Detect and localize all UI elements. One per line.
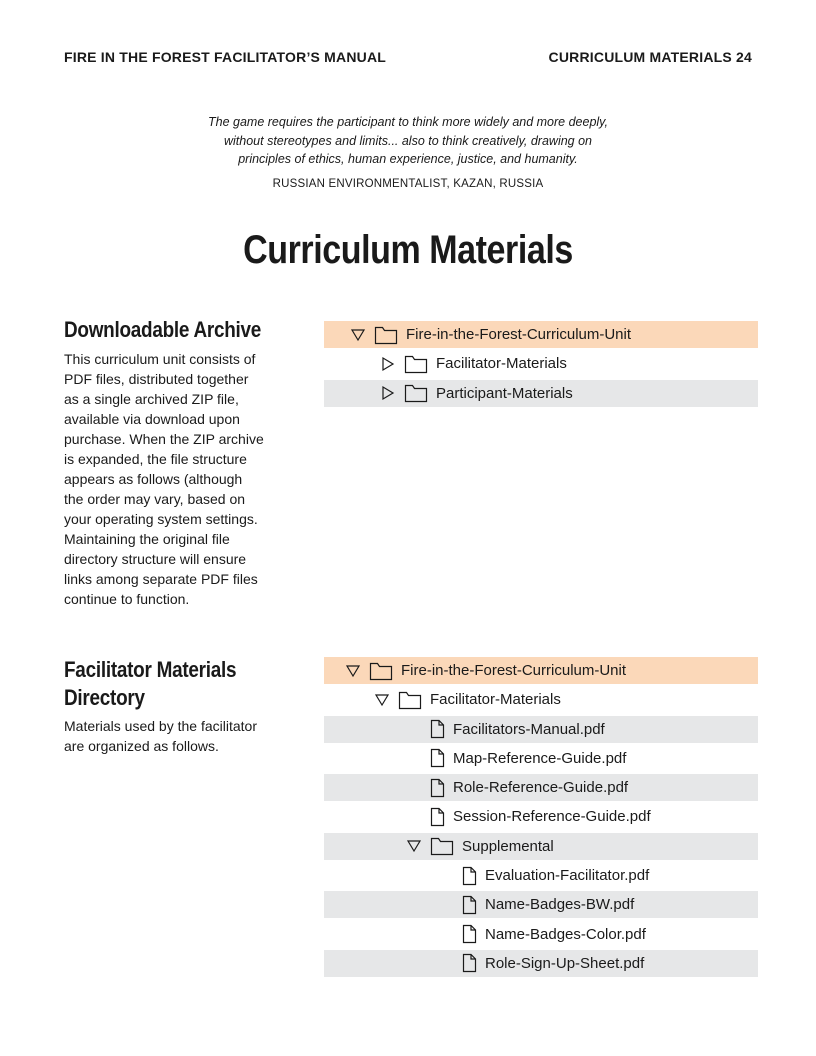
tree-item-label: Participant-Materials xyxy=(436,384,573,402)
body-line: directory structure will ensure xyxy=(64,551,247,567)
folder-icon xyxy=(404,354,428,374)
tree-item-label: Supplemental xyxy=(462,837,554,855)
body-line: as a single archived ZIP file, xyxy=(64,391,239,407)
body-line: This curriculum unit consists of xyxy=(64,351,256,367)
body-line: PDF files, distributed together xyxy=(64,371,249,387)
folder-icon xyxy=(374,325,398,345)
tree-item-label: Session-Reference-Guide.pdf xyxy=(453,808,651,826)
tree-item-label: Fire-in-the-Forest-Curriculum-Unit xyxy=(406,326,632,343)
tree-item-label: Evaluation-Facilitator.pdf xyxy=(485,867,650,885)
folder-row[interactable] xyxy=(324,380,758,407)
running-header-title: FIRE IN THE FOREST FACILITATOR’S MANUAL xyxy=(64,49,387,65)
file-icon xyxy=(430,719,445,739)
file-row[interactable] xyxy=(324,891,758,918)
folder-row[interactable] xyxy=(324,350,758,377)
quote-line: without stereotypes and limits... also to think creatively, drawing on xyxy=(224,133,592,148)
expanded-triangle-icon[interactable] xyxy=(406,838,422,854)
folder-row[interactable] xyxy=(324,321,758,348)
body-line: available via download upon xyxy=(64,411,240,427)
body-line: purchase. When the ZIP archive xyxy=(64,431,264,447)
file-icon xyxy=(462,866,477,886)
heading-line: Facilitator Materials xyxy=(64,657,237,682)
expanded-triangle-icon[interactable] xyxy=(350,327,366,343)
folder-icon xyxy=(398,690,422,710)
quote-line: The game requires the participant to think more widely and more deeply, xyxy=(208,115,608,129)
body-line: are organized as follows. xyxy=(64,738,219,754)
running-header-section-page: CURRICULUM MATERIALS 24 xyxy=(548,49,752,65)
collapsed-triangle-icon[interactable] xyxy=(380,356,396,372)
folder-row[interactable] xyxy=(324,833,758,860)
tree-item-label: Facilitator-Materials xyxy=(430,691,561,709)
epigraph-quote xyxy=(170,113,646,169)
body-line: Materials used by the facilitator xyxy=(64,718,257,734)
tree-item-label: Role-Reference-Guide.pdf xyxy=(453,779,629,797)
tree-item-label: Name-Badges-BW.pdf xyxy=(485,896,635,914)
body-line: Maintaining the original file xyxy=(64,531,230,547)
tree-item-label: Name-Badges-Color.pdf xyxy=(485,925,646,943)
quote-attribution: RUSSIAN ENVIRONMENTALIST, KAZAN, RUSSIA xyxy=(272,178,544,190)
expanded-triangle-icon[interactable] xyxy=(345,663,361,679)
file-row[interactable] xyxy=(324,716,758,743)
tree-item-label: Map-Reference-Guide.pdf xyxy=(453,749,627,767)
file-icon xyxy=(462,924,477,944)
file-icon xyxy=(430,778,445,798)
expanded-triangle-icon[interactable] xyxy=(374,692,390,708)
file-row[interactable] xyxy=(324,745,758,772)
body-line: appears as follows (although xyxy=(64,471,243,487)
heading-line: Directory xyxy=(64,685,145,710)
file-icon xyxy=(462,895,477,915)
file-row[interactable] xyxy=(324,950,758,977)
file-icon xyxy=(430,748,445,768)
page-title: Curriculum Materials xyxy=(243,228,573,272)
tree-item-label: Role-Sign-Up-Sheet.pdf xyxy=(485,954,645,972)
folder-icon xyxy=(430,836,454,856)
quote-line: principles of ethics, human experience, justice, and humanity. xyxy=(238,152,578,166)
file-row[interactable] xyxy=(324,921,758,948)
folder-row[interactable] xyxy=(324,686,758,713)
body-line: your operating system settings. xyxy=(64,511,258,527)
section-heading-downloadable-archive: Downloadable Archive xyxy=(64,317,262,342)
folder-row[interactable] xyxy=(324,657,758,684)
archive-file-tree xyxy=(324,321,758,409)
body-line: continue to function. xyxy=(64,591,190,607)
body-line: the order may vary, based on xyxy=(64,491,246,507)
section-body-downloadable-archive xyxy=(64,349,290,609)
section-heading-facilitator-materials xyxy=(64,656,270,712)
file-row[interactable] xyxy=(324,862,758,889)
folder-icon xyxy=(404,383,428,403)
tree-item-label: Facilitator-Materials xyxy=(436,355,567,373)
folder-icon xyxy=(369,661,393,681)
body-line: is expanded, the file structure xyxy=(64,451,247,467)
collapsed-triangle-icon[interactable] xyxy=(380,385,396,401)
tree-item-label: Fire-in-the-Forest-Curriculum-Unit xyxy=(401,662,627,679)
file-icon xyxy=(430,807,445,827)
section-body-facilitator-materials xyxy=(64,716,290,756)
body-line: links among separate PDF files xyxy=(64,571,258,587)
file-row[interactable] xyxy=(324,774,758,801)
facilitator-file-tree xyxy=(324,657,758,979)
tree-item-label: Facilitators-Manual.pdf xyxy=(453,720,605,738)
file-icon xyxy=(462,953,477,973)
file-row[interactable] xyxy=(324,803,758,830)
